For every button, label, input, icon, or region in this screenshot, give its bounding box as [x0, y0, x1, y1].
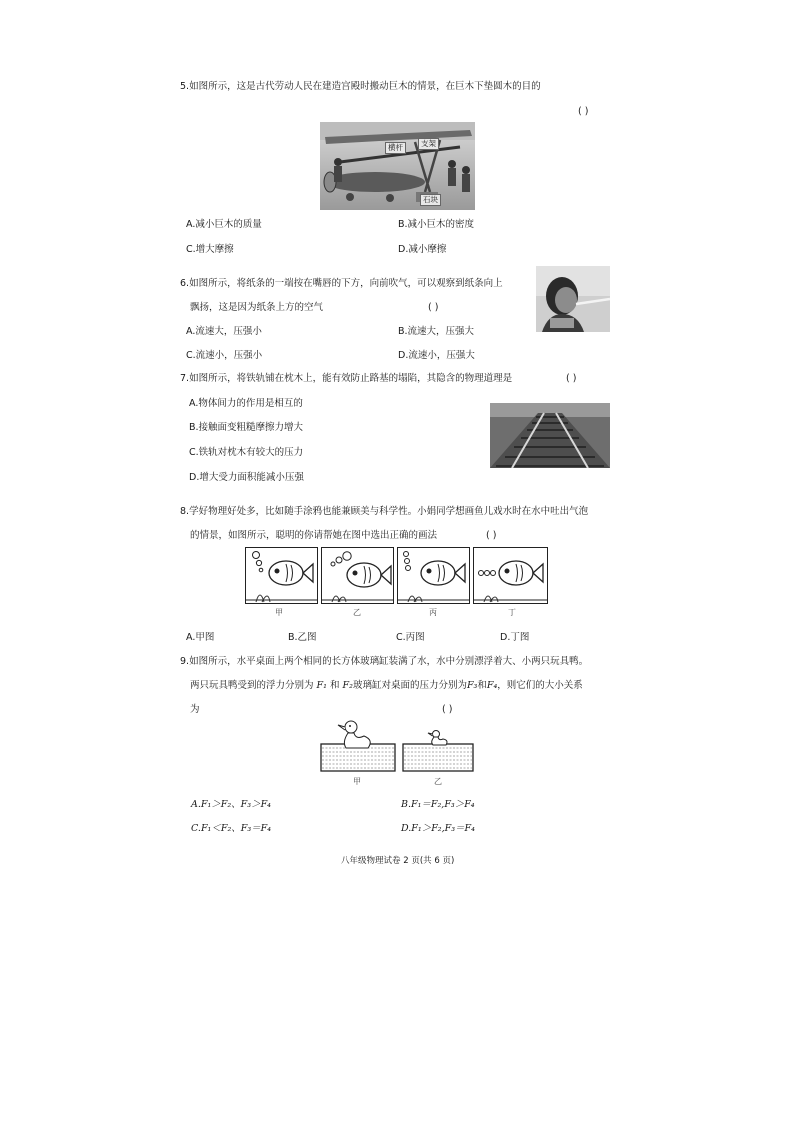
q8-panel-ding: [473, 547, 548, 604]
q6-answer-paren: ( ): [428, 302, 439, 313]
q8-answer-paren: ( ): [486, 530, 497, 541]
q9-caption-yi: 乙: [434, 777, 442, 786]
q8-caption-bing: 丙: [429, 608, 437, 617]
q9-text-pressure: 玻璃缸对桌面的压力分别为: [352, 680, 467, 691]
q7-option-d: D.增大受力面积能减小压强: [189, 472, 304, 483]
q7-stem: 7.如图所示，将铁轨铺在枕木上，能有效防止路基的塌陷，其隐含的物理道理是: [180, 373, 513, 384]
page-footer: 八年级物理试卷 2 页(共 6 页): [341, 856, 455, 866]
q9-text-and2: 和: [477, 680, 487, 691]
q6-option-d: D.流速小，压强大: [398, 350, 475, 361]
q5-option-c: C.增大摩擦: [186, 244, 234, 255]
q7-option-a: A.物体间力的作用是相互的: [189, 398, 303, 409]
q5-option-d: D.减小摩擦: [398, 244, 447, 255]
q9-stem-line2: [190, 680, 583, 692]
q9-tank-yi-small-duck: [402, 728, 474, 773]
q8-caption-ding: 丁: [508, 608, 516, 617]
q8-option-a: A.甲图: [186, 632, 215, 643]
q5-stem: 5.如图所示，这是古代劳动人民在建造宫殿时搬动巨木的情景，在巨木下垫圆木的目的: [180, 81, 541, 92]
q8-option-d: D.丁图: [500, 632, 530, 643]
q9-option-b: B.F₁＝F₂,F₃＞F₄: [401, 799, 475, 810]
q9-option-c: C.F₁＜F₂、F₃＝F₄: [191, 823, 272, 834]
q8-option-c: C.丙图: [396, 632, 425, 643]
q7-option-c: C.铁轨对枕木有较大的压力: [189, 447, 304, 458]
q8-caption-jia: 甲: [275, 608, 283, 617]
q9-symbol-f1: F₁: [316, 680, 327, 691]
q6-stem-line1: 6.如图所示，将纸条的一端按在嘴唇的下方，向前吹气，可以观察到纸条向上: [180, 278, 503, 289]
q5-logs-illustration: [320, 122, 475, 210]
q9-text-relation: ，则它们的大小关系: [497, 680, 583, 691]
q9-answer-paren: ( ): [442, 704, 453, 715]
q5-label-crossbar: 横杆: [385, 142, 406, 154]
q9-text-and1: 和: [329, 680, 340, 691]
q5-option-a: A.减小巨木的质量: [186, 219, 262, 230]
q9-symbol-f4: F₄: [486, 680, 498, 691]
q9-option-d: D.F₁＞F₂,F₃＝F₄: [401, 823, 475, 834]
q6-option-a: A.流速大，压强小: [186, 326, 262, 337]
q5-label-stone: 石块: [420, 194, 441, 206]
q6-option-c: C.流速小，压强小: [186, 350, 263, 361]
q9-text-buoyancy: 两只玩具鸭受到的浮力分别为: [190, 680, 314, 691]
q8-option-b: B.乙图: [288, 632, 317, 643]
q5-label-support: 支架: [418, 138, 439, 150]
q7-railway-track-photo: [490, 403, 610, 468]
q9-stem-line1: 9.如图所示，水平桌面上两个相同的长方体玻璃缸装满了水，水中分别漂浮着大、小两只玩具鸭。: [180, 656, 589, 667]
q9-symbol-f2: F₂: [342, 680, 353, 691]
q7-answer-paren: ( ): [566, 373, 577, 384]
q9-symbol-f3: F₃: [466, 680, 478, 691]
q6-option-b: B.流速大，压强大: [398, 326, 475, 337]
q9-tank-jia-big-duck: [320, 718, 396, 773]
q7-option-b: B.接触面变粗糙摩擦力增大: [189, 422, 304, 433]
q8-caption-yi: 乙: [353, 608, 361, 617]
q6-blowing-paper-photo: [536, 266, 610, 332]
q6-stem-line2: 飘扬，这是因为纸条上方的空气: [190, 302, 324, 313]
q9-caption-jia: 甲: [353, 777, 361, 786]
q5-option-b: B.减小巨木的密度: [398, 219, 475, 230]
q8-stem-line1: 8.学好物理好处多，比如随手涂鸦也能兼顾美与科学性。小娟同学想画鱼儿戏水时在水中吐出气泡: [180, 506, 589, 517]
q8-stem-line2: 的情景，如图所示，聪明的你请帮她在图中选出正确的画法: [190, 530, 438, 541]
q5-answer-paren: ( ): [578, 106, 589, 117]
q9-option-a: A.F₁＞F₂、F₃＞F₄: [191, 799, 271, 810]
q8-panel-bing: [397, 547, 470, 604]
q9-stem-line3: 为: [190, 704, 200, 715]
q8-panel-yi: [321, 547, 394, 604]
q8-panel-jia: [245, 547, 318, 604]
